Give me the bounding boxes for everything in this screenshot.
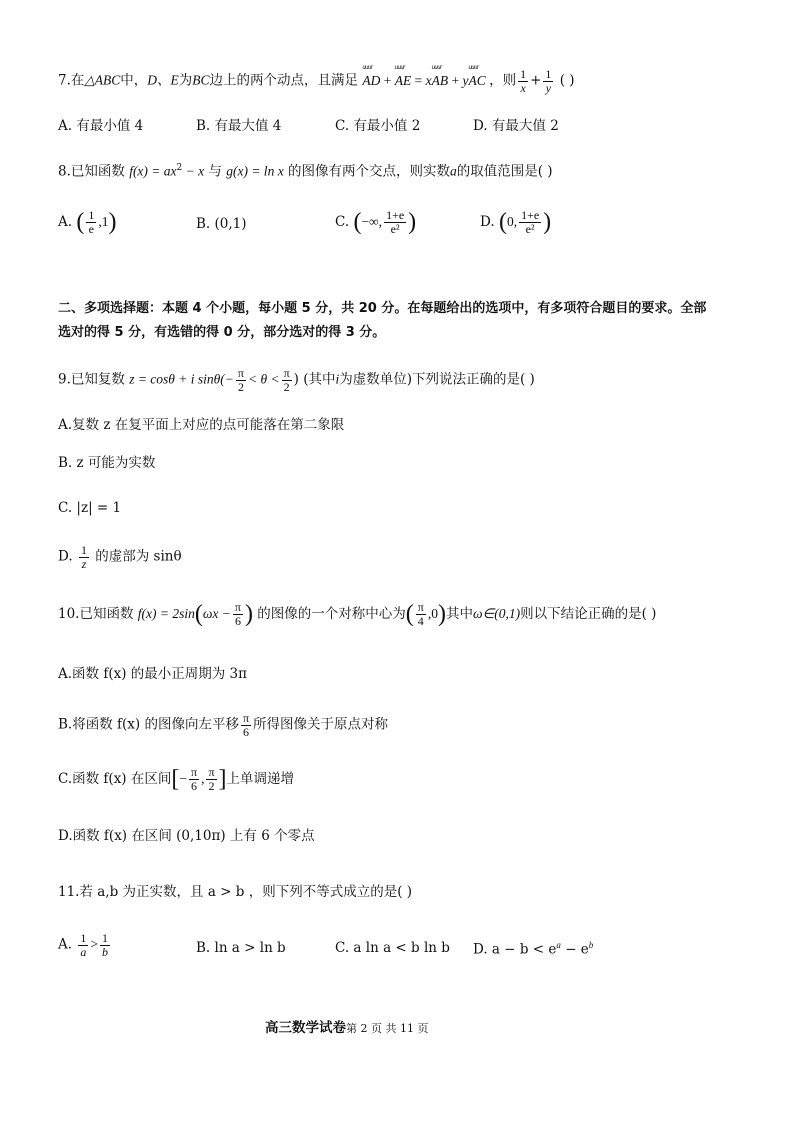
question-7-stem: 7.在△ABC中，D、E为BC边上的两个动点，且满足 uuur AD + uuur AE = xuuur AB + yuuur AC ，则 $\frac{1}{x}$ + $\frac{1}{y}$ ( ) <box>58 68 575 94</box>
q10-text: 其中 <box>445 605 473 622</box>
q8-text: 与 <box>208 163 222 180</box>
q9-option-d-text: 的虚部为 sinθ <box>95 548 182 565</box>
q7-points: D、E <box>147 72 179 88</box>
q8-text: 的图像有两个交点，则实数 <box>287 163 450 180</box>
q10-option-b-text: 所得图像关于原点对称 <box>253 716 389 733</box>
q7-option-b: B. 有最大值 4 <box>196 118 282 134</box>
q11-option-d-text: − e <box>560 941 589 958</box>
q11-option-b: B. ln a > ln b <box>196 940 286 956</box>
page-footer <box>265 1016 428 1036</box>
q9-text: 9.已知复数 <box>58 371 125 388</box>
q9-text: ) (其中 <box>293 371 336 388</box>
section-2-instructions-line-1: 二、多项选择题：本题 4 个小题，每小题 5 分，共 20 分。在每题给出的选项中，有多项符合题目的要求。全部 <box>58 301 707 316</box>
q8-option-a: A. ( $\frac{1}{e}$ ,1) <box>58 208 117 236</box>
footer-page-number: 第 2 页 共 11 页 <box>346 1022 429 1035</box>
q7-text: ，则 <box>489 72 517 89</box>
q7-text: 为 <box>178 72 193 89</box>
q10-text: 10.已知函数 <box>58 605 134 622</box>
q7-vector-equation: uuur AD + uuur AE = xuuur AB + yuuur AC <box>362 73 489 88</box>
q7-option-c: C. 有最小值 2 <box>335 118 421 134</box>
section-2-instructions-line-2: 选对的得 5 分，有选错的得 0 分，部分选对的得 3 分。 <box>58 325 386 340</box>
q8-function-f-rest: − x <box>182 163 205 179</box>
q10-option-d: D.函数 f(x) 在区间 (0,10π) 上有 6 个零点 <box>58 828 315 844</box>
question-11-stem: 11.若 a,b 为正实数，且 a > b ，则下列不等式成立的是( ) <box>58 884 413 900</box>
q7-option-a: A. 有最小值 4 <box>58 118 144 134</box>
q9-option-a: A.复数 z 在复平面上对应的点可能落在第二象限 <box>58 417 345 433</box>
q8-text: 8.已知函数 <box>58 163 125 180</box>
question-10-stem: 10.已知函数 f(x) = 2sin(ωx − $\frac{\pi}{6}$ ) 的图像的一个对称中心为( $\frac{\pi}{4}$ ,0)其中ω∈(0,1)则以下结论正确的是( ) <box>58 600 657 628</box>
q7-text: 中， <box>120 72 148 89</box>
q8-option-c: C. (−∞, $\frac{1+e}{\text{e²}}$ ) <box>335 208 417 236</box>
option-label: A. <box>58 936 73 953</box>
q7-text: 7.在 <box>58 72 85 89</box>
q10-option-a: A.函数 f(x) 的最小正周期为 3π <box>58 666 248 682</box>
q10-option-c: C.函数 f(x) 在区间[− $\frac{\pi}{6}$ , $\frac{\pi}{2}$ ]上单调递增 <box>58 765 294 793</box>
q11-option-a: A. $\frac{1}{a}$ > $\frac{1}{b}$ <box>58 931 108 959</box>
q8-variable: a <box>449 163 457 179</box>
q9-text: 为虚数单位)下列说法正确的是( ) <box>339 371 535 388</box>
q11-option-d-text: D. a − b < e <box>473 941 557 958</box>
q11-option-c: C. a ln a < b ln b <box>335 940 450 956</box>
q7-segment: BC <box>192 72 210 88</box>
q7-text: 边上的两个动点，且满足 <box>209 72 359 89</box>
vector-ad: uuur AD <box>362 73 380 89</box>
q9-option-c: C. |z| = 1 <box>58 500 122 516</box>
q10-function: f(x) = 2sin <box>137 605 195 621</box>
q8-text: 的取值范围是( ) <box>456 163 553 180</box>
vector-ac: uuur AC <box>468 73 485 89</box>
option-label: C. <box>335 213 350 230</box>
option-label: A. <box>58 213 73 230</box>
q8-option-b: B. (0,1) <box>196 216 247 232</box>
q10-option-b: B.将函数 f(x) 的图像向左平移 $\frac{\pi}{6}$ 所得图像关于原点对称 <box>58 711 389 739</box>
q8-function-g: g(x) = ln x <box>226 163 284 179</box>
q10-option-b-text: B.将函数 f(x) 的图像向左平移 <box>58 716 239 733</box>
q10-option-c-text: 上单调递增 <box>226 770 294 787</box>
question-9-stem: 9.已知复数 z = cosθ + i sinθ(− $\frac{\pi}{2}$ < θ < $\frac{\pi}{2}$ ) (其中i为虚数单位)下列说法正确的是( ) <box>58 366 535 394</box>
option-label: D. <box>58 548 73 565</box>
q8-option-d: D. (0, $\frac{1+e}{\text{e²}}$ ) <box>480 208 552 236</box>
option-label: D. <box>480 213 495 230</box>
vector-ae: uuur AE <box>395 73 412 89</box>
q9-imaginary-unit: i <box>335 371 340 387</box>
q8-function-f: f(x) = ax <box>129 163 177 179</box>
q10-text: 则以下结论正确的是( ) <box>520 605 657 622</box>
q10-option-c-text: C.函数 f(x) 在区间 <box>58 770 172 787</box>
q7-option-d: D. 有最大值 2 <box>473 118 559 134</box>
footer-title: 高三数学试卷 <box>265 1020 346 1036</box>
vector-ab: uuur AB <box>432 73 449 89</box>
q10-omega-range: ω∈(0,1) <box>472 605 521 621</box>
q10-text: 的图像的一个对称中心为 <box>257 605 406 622</box>
question-8-stem: 8.已知函数 $f(x) = ax^2 - x$ 与 g(x) = ln x 的图像有两个交点，则实数a的取值范围是( ) <box>58 163 553 180</box>
q9-option-d: D. $\frac{1}{z}$ 的虚部为 sinθ <box>58 543 182 571</box>
q7-triangle: △ABC <box>84 72 121 88</box>
q7-fraction-1-over-y: $\frac{1}{y}$ <box>545 67 552 95</box>
q11-option-d: D. $a - b < e^a - e^b$ <box>473 940 594 958</box>
q9-complex-definition: z = cosθ + i sinθ(− <box>129 371 234 387</box>
q9-option-b: B. z 可能为实数 <box>58 455 156 471</box>
answer-paren: ( ) <box>559 72 575 89</box>
q7-fraction-1-over-x: $\frac{1}{x}$ <box>520 67 527 95</box>
